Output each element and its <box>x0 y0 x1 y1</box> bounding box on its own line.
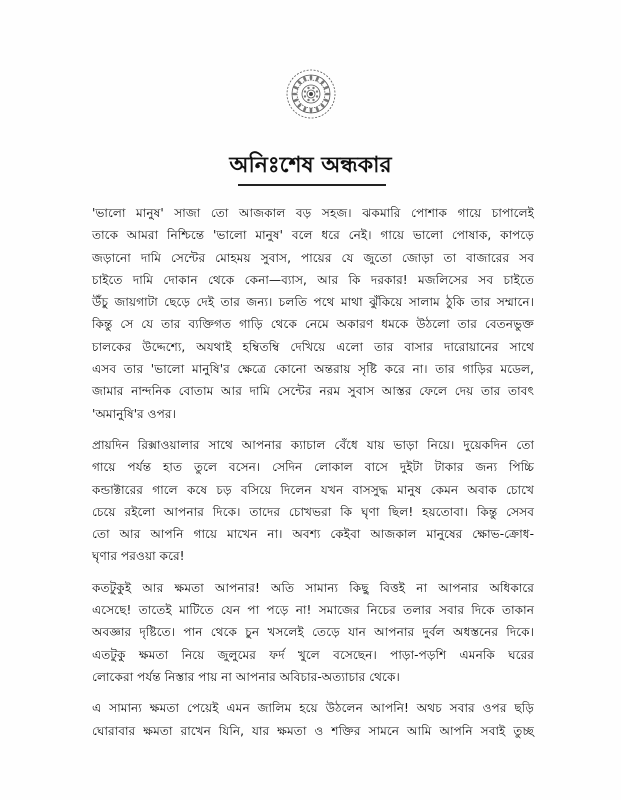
paragraph-2 <box>92 434 534 568</box>
text-line: লোকেরা পর্যন্ত নিস্তার পায় না আপনার অবিচার-অত্যাচার থেকে। <box>92 669 400 684</box>
text-line: এসেছে! তাতেই মাটিতে যেন পা পড়ে না! সমাজের নিচের তলার সবার দিকে তাকান <box>92 603 534 618</box>
text-line: জামার নান্দনিক বোতাম আর দামি সেন্টের নরম সুবাস আস্তর ফেলে দেয় তার তাবৎ <box>92 384 534 399</box>
text-line: চালকের উদ্দেশ্যে, অযথাই হম্বিতম্বি দেখিয়ে এলো তার বাসার দারোয়ানের সাথে <box>92 339 534 354</box>
chapter-title: অনিঃশেষ অন্ধকার <box>229 153 392 178</box>
paragraph-4 <box>92 697 534 742</box>
text-line: ঘোরাবার ক্ষমতা রাখেন যিনি, যার ক্ষমতা ও শক্তির সামনে আমি আপনি সবাই তুচ্ছ <box>92 723 534 738</box>
text-line: তো আর আপনি গায়ে মাখেন না। অবশ্য কেইবা আজকাল মানুষের ক্ষোভ-ক্রোধ- <box>92 527 534 542</box>
text-line: প্রায়দিন রিক্সাওয়ালার সাথে আপনার ক্যাচাল বেঁধে যায় ভাড়া নিয়ে। দুয়েকদিন তো <box>92 437 534 452</box>
text-line: গায়ে পর্যন্ত হাত তুলে বসেন। সেদিন লোকাল বাসে দুইটা টাকার জন্য পিচ্চি <box>92 460 534 475</box>
text-line: এ সামান্য ক্ষমতা পেয়েই এমন জালিম হয়ে উঠলেন আপনি! অথচ সবার ওপর ছড়ি <box>92 701 534 716</box>
text-line: ঘৃণার পরওয়া করে! <box>92 549 185 564</box>
text-line: জড়ানো দামি সেন্টের মোহময় সুবাস, পায়ের যে জুতো জোড়া তা বাজারের সব <box>92 250 534 265</box>
paragraph-1 <box>92 202 534 425</box>
text-line: 'ভালো মানুষ' সাজা তো আজকাল বড় সহজ। ঝকমারি পোশাক গায়ে চাপালেই <box>92 206 534 220</box>
text-line: কিন্তু সে যে তার ব্যক্তিগত গাড়ি থেকে নেমে অকারণ ধমকে উঠলো তার বেতনভুক্ত <box>92 317 534 332</box>
text-line: এতটুকু ক্ষমতা নিয়ে জুলুমের ফর্দ খুলে বসেছেন। পাড়া-পড়শি এমনকি ঘরের <box>92 647 534 662</box>
text-line: চেয়ে রইলো আপনার দিকে। তাদের চোখভরা কি ঘৃণা ছিল! হয়তোবা। কিন্তু সেসব <box>92 504 534 519</box>
text-line: এসব তার 'ভালো মানুষি'র ক্ষেত্রে কোনো অন্তরায় সৃষ্টি করে না। তার গাড়ির মডেল, <box>92 362 534 377</box>
mandala-ornament-icon <box>285 68 337 120</box>
text-line: তাকে আমরা নিশ্চিন্তে 'ভালো মানুষ' বলে ধরে নেই। গায়ে ভালো পোষাক, কাপড়ে <box>92 228 534 243</box>
text-line: 'অমানুষি'র ওপর। <box>92 406 176 421</box>
text-line: কতটুকুই আর ক্ষমতা আপনার! অতি সামান্য কিছু বিত্তই না আপনার অধিকারে <box>92 580 534 595</box>
text-line: কন্ডাক্টারের গালে কষে চড় বসিয়ে দিলেন যখন বাসসুদ্ধ মানুষ কেমন অবাক চোখে <box>92 482 534 497</box>
paragraph-3 <box>92 577 534 688</box>
title-underline <box>238 184 386 186</box>
text-line: অবজ্ঞার দৃষ্টিতে। পান থেকে চুন খসলেই তেড়ে যান আপনার দুর্বল অধস্তনের দিকে। <box>92 625 534 640</box>
text-line: চাইতে দামি দোকান থেকে কেনা—ব্যাস, আর কি দরকার! মজলিসের সব চাইতে <box>92 272 534 287</box>
text-line: উঁচু জায়গাটা ছেড়ে দেই তার জন্য। চলতি পথে মাথা ঝুঁকিয়ে সালাম ঠুকি তার সম্মানে। <box>92 295 534 310</box>
chapter-body <box>92 202 534 751</box>
